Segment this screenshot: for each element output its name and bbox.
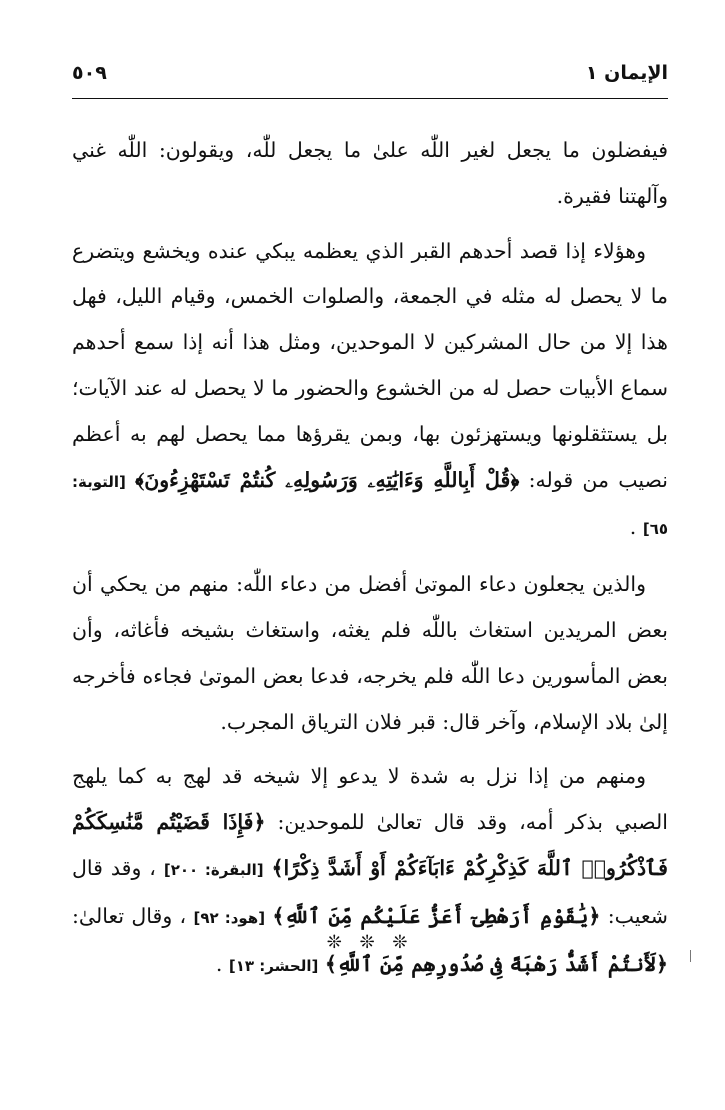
body-text xyxy=(72,128,668,998)
page-number: ٥٠٩ xyxy=(72,62,107,84)
text-run: والذين يجعلون دعاء الموتىٰ أفضل من دعاء اللّٰه: منهم من يحكي أن بعض المريدين استغاث باللّٰه فلم يغثه، واستغاث بشيخه فأغاثه، وأن بعض المأسورين دعا اللّٰه فلم يخرجه، فدعا بعض الموتىٰ فجاءه فأخرجه إلىٰ بلاد الإسلام، وآخر قال: قبر فلان الترياق المجرب. xyxy=(72,572,668,734)
text-run xyxy=(126,468,135,492)
text-run: ومنهم من إذا نزل به شدة لا يدعو إلا شيخه قد لهج به كما يلهج الصبي بذكر أمه، وقد قال تعالىٰ للموحدين: xyxy=(72,764,668,835)
quran-verse: ﴿فَإِذَا قَضَيْتُم مَّنَٰسِكَكُمْ فَٱذْكُرُوا۟ ٱللَّهَ كَذِكْرِكُمْ ءَابَآءَكُمْ أَوْ أَشَدَّ ذِكْرًا﴾ xyxy=(72,810,668,880)
text-run: ، وقد قال شعيب: xyxy=(72,855,668,928)
quran-verse: ﴿قُلْ أَبِاللَّهِ وَءَايَٰتِهِۦ وَرَسُولِهِۦ كُنتُمْ تَسْتَهْزِءُونَ﴾ xyxy=(135,467,520,492)
chapter-title: الإيمان ١ xyxy=(585,62,668,84)
paragraph xyxy=(72,562,668,745)
paragraph xyxy=(72,754,668,989)
verse-reference: [التوبة: ٦٥] xyxy=(72,472,668,539)
text-run: . xyxy=(629,515,643,540)
header-rule xyxy=(72,98,668,99)
margin-mark xyxy=(690,950,691,962)
verse-reference: [هود: ٩٢] xyxy=(193,908,266,927)
text-run: فيفضلون ما يجعل لغير اللّٰه علىٰ ما يجعل للّٰه، ويقولون: اللّٰه غني وآلهتنا فقيرة. xyxy=(72,138,668,208)
quran-verse: ﴿يَٰقَوْمِ أَرَهْطِىٓ أَعَزُّ عَلَيْكُم مِّنَ ٱللَّهِ﴾ xyxy=(272,903,601,928)
verse-reference: [الحشر: ١٣] xyxy=(228,956,319,975)
verse-reference: [البقرة: ٢٠٠] xyxy=(163,860,264,879)
text-run xyxy=(264,856,272,880)
paragraph xyxy=(72,128,668,220)
text-run: . xyxy=(215,951,229,976)
quran-verse: ﴿لَأَنتُمْ أَشَدُّ رَهْبَةً فِى صُدُورِهِم مِّنَ ٱللَّهِ﴾ xyxy=(324,951,668,976)
text-run: وهؤلاء إذا قصد أحدهم القبر الذي يعظمه يبكي عنده ويخشع ويتضرع ما لا يحصل له مثله في الجمعة، والصلوات الخمس، وقيام الليل، فهل هذا إلا من حال المشركين لا الموحدين، ومثل هذا أنه إذا سمع أحدهم سماع الأبيات حصل له من الخشوع والحضور ما لا يحصل له عند الآيات؛ بل يستثقلونها ويستهزئون بها، وبمن يقرؤها مما يحصل لهم به أعظم نصيب من قوله: xyxy=(72,238,668,492)
text-run: ، وقال تعالىٰ: xyxy=(72,903,194,928)
running-header xyxy=(72,62,668,92)
paragraph xyxy=(72,229,668,554)
section-separator: ❊ ❊ ❊ xyxy=(326,932,414,953)
